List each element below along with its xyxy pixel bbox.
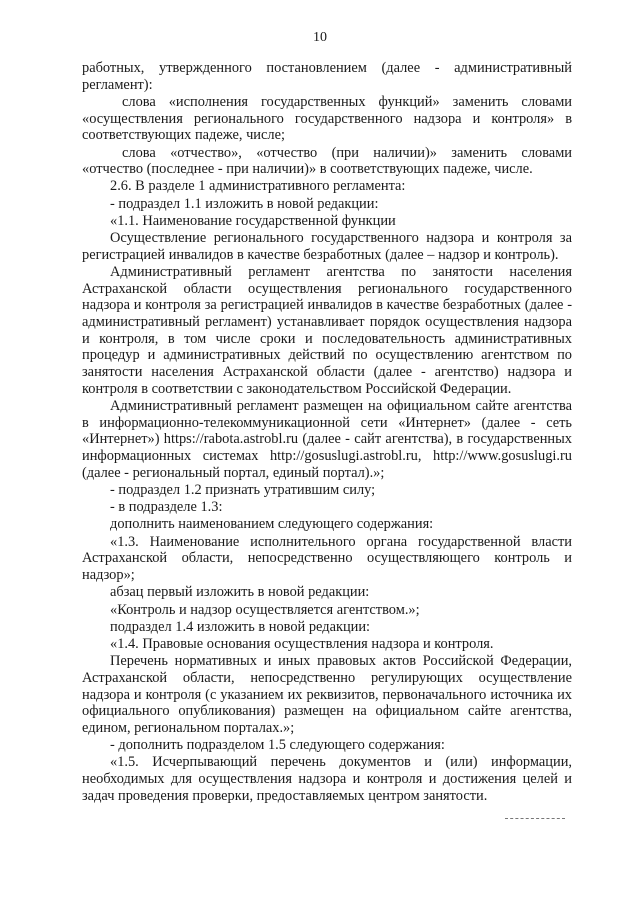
paragraph: «1.4. Правовые основания осуществления надзора и контроля. bbox=[110, 635, 494, 652]
paragraph: дополнить наименованием следующего содержания: bbox=[110, 516, 434, 533]
paragraph: слова «отчество», «отчество (при наличии)» заменить словами «отчество (последнее - при наличии)» в соответствующих падеже, числе. bbox=[82, 144, 572, 178]
paragraph: «1.5. Исчерпывающий перечень документов и (или) информации, необходимых для осуществления надзора и контроля и достижения целей и задач проведения проверки, предоставляемых центром занятости. bbox=[82, 754, 572, 804]
paragraph: - в подразделе 1.3: bbox=[110, 499, 223, 516]
paragraph: работных, утвержденного постановлением (далее - административный регламент): bbox=[82, 60, 572, 93]
paragraph: Осуществление регионального государственного надзора и контроля за регистрацией инвалидов в качестве безработных (далее – надзор и контроль). bbox=[82, 230, 572, 263]
paragraph: 2.6. В разделе 1 административного регламента: bbox=[110, 178, 406, 195]
paragraph: - подраздел 1.1 изложить в новой редакции: bbox=[110, 195, 379, 212]
paragraph: подраздел 1.4 изложить в новой редакции: bbox=[110, 618, 371, 635]
paragraph: Перечень нормативных и иных правовых актов Российской Федерации, Астраханской области, непосредственно регулирующих осуществление надзора и контроля (с указанием их реквизитов, первоначального источника их официального опубликования) размещен на официальном сайте агентства, едином, региональном порталах.»; bbox=[82, 653, 572, 736]
paragraph: - дополнить подразделом 1.5 следующего содержания: bbox=[110, 737, 445, 754]
paragraph: - подраздел 1.2 признать утратившим силу; bbox=[110, 482, 376, 499]
paragraph: Административный регламент размещен на официальном сайте агентства в информационно-телекоммуникационной сети «Интернет» (далее - сеть «Интернет») https://rabota.astrobl.ru (далее - сайт агентства), в государственных информационных системах http://gosuslugi.astrobl.ru, http://www.gosuslugi.ru (далее - региональный портал, единый портал).»; bbox=[82, 398, 572, 481]
paragraph: Административный регламент агентства по занятости населения Астраханской области осуществления регионального государственного надзора и контроля за регистрацией инвалидов в качестве безработных (далее - административный регламент) устанавливает порядок осуществления надзора и контроля, в том числе сроки и последовательность административных процедур и административных действий по осуществлению агентством по занятости населения Астраханской области (далее - агентство) надзора и контроля в соответствии с законодательством Российской Федерации. bbox=[82, 263, 572, 397]
paragraph: абзац первый изложить в новой редакции: bbox=[110, 584, 370, 601]
paragraph: «1.1. Наименование государственной функции bbox=[110, 212, 396, 229]
paragraph: «Контроль и надзор осуществляется агентством.»; bbox=[110, 601, 420, 618]
paragraph: слова «исполнения государственных функций» заменить словами «осуществления регионального государственного надзора и контроля» в соответствующих падеже, числе; bbox=[82, 93, 572, 144]
paragraph: «1.3. Наименование исполнительного органа государственной власти Астраханской области, непосредственно осуществляющего контроль и надзор»; bbox=[82, 533, 572, 584]
scan-artifact bbox=[505, 818, 565, 821]
page-number: 10 bbox=[313, 30, 327, 45]
document-body bbox=[82, 60, 572, 805]
